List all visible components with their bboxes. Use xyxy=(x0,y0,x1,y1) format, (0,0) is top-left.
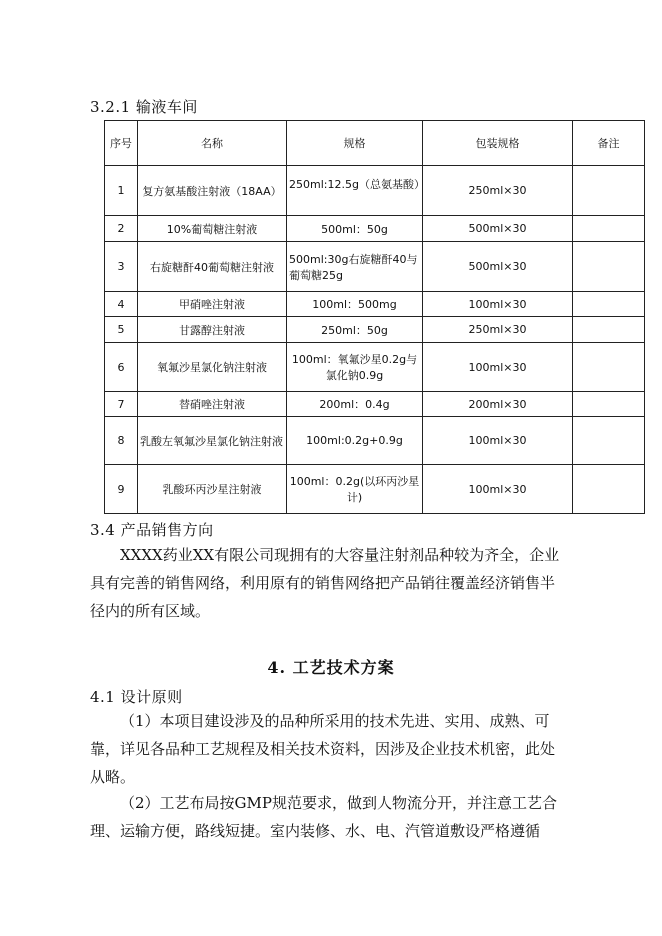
table-row xyxy=(105,417,645,465)
cell-name: 乳酸左氧氟沙星氯化钠注射液 xyxy=(138,417,287,465)
paragraph-design-principle-1: （1）本项目建设涉及的品种所采用的技术先进、实用、成熟、可靠，详见各品种工艺规程及相关技术资料，因涉及企业技术机密，此处从略。 xyxy=(90,712,556,786)
cell-pack: 100ml×30 xyxy=(423,292,573,317)
cell-name: 10%葡萄糖注射液 xyxy=(138,216,287,242)
cell-no: 7 xyxy=(105,392,138,417)
cell-name: 复方氨基酸注射液（18AA） xyxy=(138,166,287,216)
header-spec: 规格 xyxy=(287,121,423,166)
cell-note xyxy=(573,417,645,465)
cell-spec: 100ml：0.2g(以环丙沙星计) xyxy=(287,465,423,514)
cell-spec: 100ml:0.2g+0.9g xyxy=(287,417,423,465)
table-row xyxy=(105,392,645,417)
chapter-title-4: 4. 工艺技术方案 xyxy=(267,658,395,677)
product-table xyxy=(104,120,645,514)
cell-name: 乳酸环丙沙星注射液 xyxy=(138,465,287,514)
cell-pack: 250ml×30 xyxy=(423,317,573,343)
cell-no: 6 xyxy=(105,343,138,392)
cell-no: 3 xyxy=(105,242,138,292)
cell-pack: 100ml×30 xyxy=(423,343,573,392)
table-row xyxy=(105,317,645,343)
header-no: 序号 xyxy=(105,121,138,166)
cell-name: 甘露醇注射液 xyxy=(138,317,287,343)
table-row xyxy=(105,216,645,242)
paragraph-design-principle-2: （2）工艺布局按GMP规范要求，做到人物流分开，并注意工艺合理、运输方便，路线短捷。室内装修、水、电、汽管道敷设严格遵循 xyxy=(90,794,557,840)
cell-no: 9 xyxy=(105,465,138,514)
table-header-row xyxy=(105,121,645,166)
cell-no: 5 xyxy=(105,317,138,343)
header-note: 备注 xyxy=(573,121,645,166)
cell-pack: 500ml×30 xyxy=(423,216,573,242)
cell-pack: 200ml×30 xyxy=(423,392,573,417)
cell-pack: 100ml×30 xyxy=(423,465,573,514)
table-row xyxy=(105,465,645,514)
cell-name: 甲硝唑注射液 xyxy=(138,292,287,317)
cell-pack: 100ml×30 xyxy=(423,417,573,465)
table-row xyxy=(105,166,645,216)
cell-spec: 500ml:30g右旋糖酐40与葡萄糖25g xyxy=(287,242,423,292)
cell-note xyxy=(573,242,645,292)
cell-note xyxy=(573,317,645,343)
cell-note xyxy=(573,166,645,216)
cell-no: 8 xyxy=(105,417,138,465)
cell-name: 右旋糖酐40葡萄糖注射液 xyxy=(138,242,287,292)
section-heading-3-4: 3.4 产品销售方向 xyxy=(90,521,214,539)
cell-spec: 250ml：50g xyxy=(287,317,423,343)
cell-note xyxy=(573,465,645,514)
cell-spec: 250ml:12.5g（总氨基酸） xyxy=(287,166,423,216)
table-row xyxy=(105,343,645,392)
cell-name: 氧氟沙星氯化钠注射液 xyxy=(138,343,287,392)
cell-note xyxy=(573,343,645,392)
cell-pack: 250ml×30 xyxy=(423,166,573,216)
cell-no: 2 xyxy=(105,216,138,242)
cell-no: 4 xyxy=(105,292,138,317)
cell-spec: 200ml：0.4g xyxy=(287,392,423,417)
header-pack: 包装规格 xyxy=(423,121,573,166)
section-heading-3-2-1: 3.2.1 输液车间 xyxy=(90,98,198,116)
paragraph-sales-direction: XXXX药业XX有限公司现拥有的大容量注射剂品种较为齐全，企业具有完善的销售网络，利用原有的销售网络把产品销往覆盖经济销售半径内的所有区域。 xyxy=(90,546,560,620)
header-name: 名称 xyxy=(138,121,287,166)
cell-spec: 100ml：氧氟沙星0.2g与氯化钠0.9g xyxy=(287,343,423,392)
cell-note xyxy=(573,216,645,242)
cell-no: 1 xyxy=(105,166,138,216)
table-row xyxy=(105,292,645,317)
section-heading-4-1: 4.1 设计原则 xyxy=(90,688,183,706)
cell-note xyxy=(573,392,645,417)
table-row xyxy=(105,242,645,292)
cell-pack: 500ml×30 xyxy=(423,242,573,292)
cell-spec: 100ml：500mg xyxy=(287,292,423,317)
cell-spec: 500ml：50g xyxy=(287,216,423,242)
cell-name: 替硝唑注射液 xyxy=(138,392,287,417)
cell-note xyxy=(573,292,645,317)
